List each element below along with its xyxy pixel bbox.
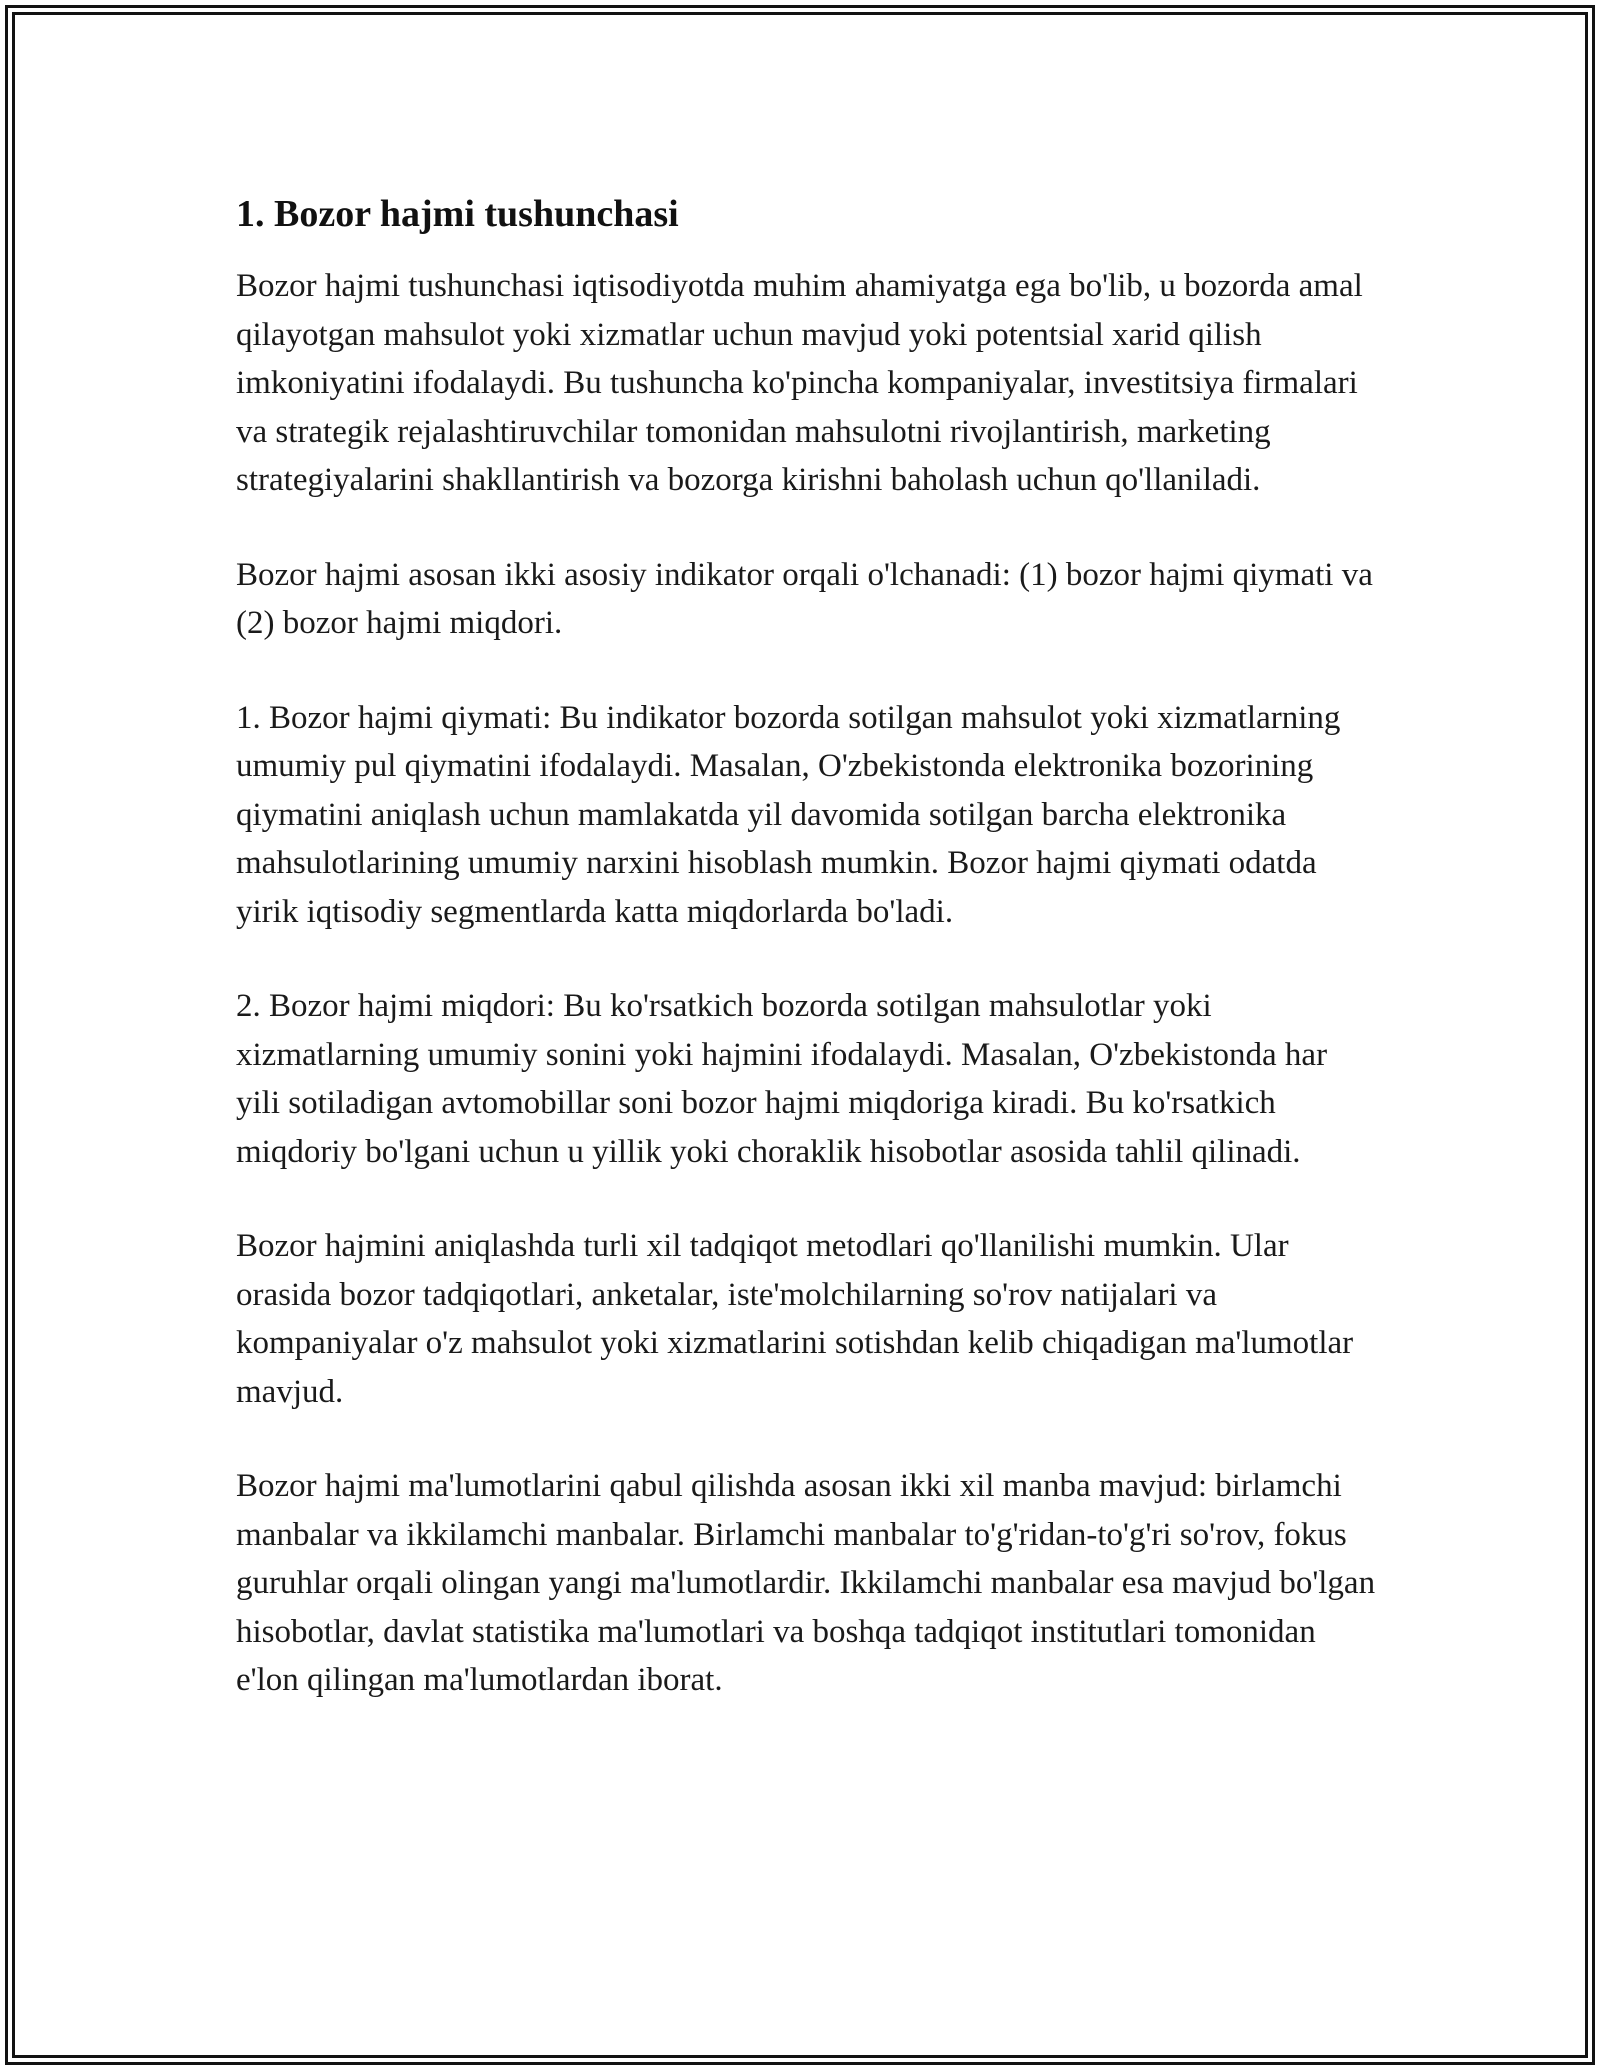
section-heading: 1. Bozor hajmi tushunchasi (236, 193, 679, 235)
document-body (236, 188, 1376, 1705)
paragraph-market-quantity: 2. Bozor hajmi miqdori: Bu ko'rsatkich bozorda sotilgan mahsulotlar yoki xizmatlarning umumiy sonini yoki hajmini ifodalaydi. Masalan, O'zbekistonda har yili sotiladigan avtomobillar soni bozor hajmi miqdoriga kiradi. Bu ko'rsatkich miqdoriy bo'lgani uchun u yillik yoki choraklik hisobotlar asosida tahlil qilinadi. (236, 988, 1328, 1170)
paragraph-research-methods: Bozor hajmini aniqlashda turli xil tadqiqot metodlari qo'llanilishi mumkin. Ular orasida bozor tadqiqotlari, anketalar, iste'molchilarning so'rov natijalari va kompaniyalar o'z mahsulot yoki xizmatlarini sotishdan kelib chiqadigan ma'lumotlar mavjud. (236, 1228, 1354, 1410)
paragraph-data-sources: Bozor hajmi ma'lumotlarini qabul qilishda asosan ikki xil manba mavjud: birlamchi manbalar va ikkilamchi manbalar. Birlamchi manbalar to'g'ridan-to'g'ri so'rov, fokus guruhlar orqali olingan yangi ma'lumotlardir. Ikkilamchi manbalar esa mavjud bo'lgan hisobotlar, davlat statistika ma'lumotlari va boshqa tadqiqot institutlari tomonidan e'lon qilingan ma'lumotlardan iborat. (236, 1468, 1376, 1698)
paragraph-market-value: 1. Bozor hajmi qiymati: Bu indikator bozorda sotilgan mahsulot yoki xizmatlarning umumiy pul qiymatini ifodalaydi. Masalan, O'zbekistonda elektronika bozorining qiymatini aniqlash uchun mamlakatda yil davomida sotilgan barcha elektronika mahsulotlarining umumiy narxini hisoblash mumkin. Bozor hajmi qiymati odatda yirik iqtisodiy segmentlarda katta miqdorlarda bo'ladi. (236, 699, 1341, 930)
paragraph-indicators: Bozor hajmi asosan ikki asosiy indikator orqali o'lchanadi: (1) bozor hajmi qiymati va (2) bozor hajmi miqdori. (236, 556, 1373, 641)
paragraph-intro: Bozor hajmi tushunchasi iqtisodiyotda muhim ahamiyatga ega bo'lib, u bozorda amal qilayotgan mahsulot yoki xizmatlar uchun mavjud yoki potentsial xarid qilish imkoniyatini ifodalaydi. Bu tushuncha ko'pincha kompaniyalar, investitsiya firmalari va strategik rejalashtiruvchilar tomonidan mahsulotni rivojlantirish, marketing strategiyalarini shakllantirish va bozorga kirishni baholash uchun qo'llaniladi. (236, 268, 1363, 498)
